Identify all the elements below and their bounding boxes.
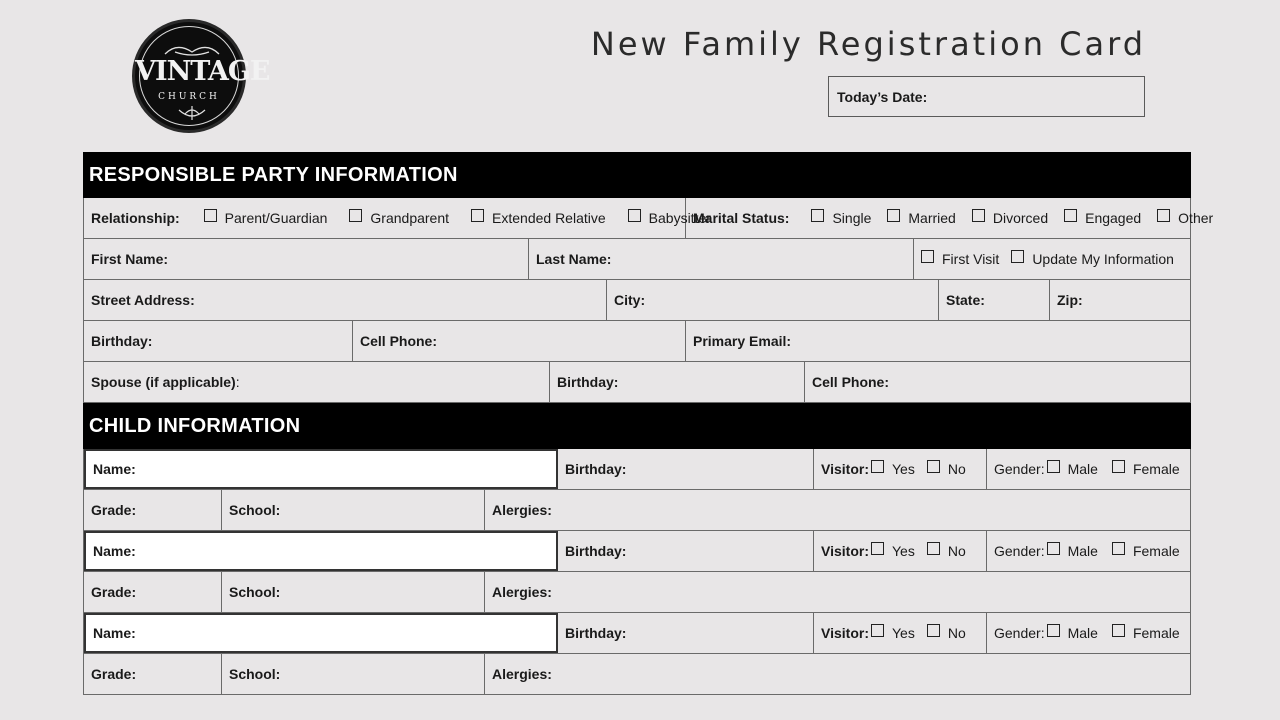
visitor-yes-option[interactable]: Yes [871, 461, 927, 477]
child-name-row [83, 613, 1191, 654]
checkbox[interactable] [927, 542, 940, 555]
relationship-option-grandparent[interactable]: Grandparent [349, 210, 463, 226]
child-school-row [83, 654, 1191, 695]
visitor-no-option[interactable]: No [927, 461, 966, 477]
contact-row [83, 321, 1191, 362]
checkbox[interactable] [927, 460, 940, 473]
child-birthday-field[interactable]: Birthday: [558, 531, 814, 571]
visitor-no-option[interactable]: No [927, 543, 966, 559]
child-visitor-cell: Visitor: Yes No [814, 449, 987, 489]
logo-subtext: CHURCH [158, 92, 220, 102]
checkbox[interactable] [871, 460, 884, 473]
first-name-field[interactable]: First Name: [84, 239, 529, 279]
first-visit-option[interactable]: First Visit [921, 251, 1003, 267]
marital-option-divorced[interactable]: Divorced [972, 210, 1056, 226]
child-allergies-field[interactable]: Alergies: [492, 584, 552, 600]
todays-date-field[interactable] [828, 76, 1145, 117]
state-field[interactable]: State: [939, 280, 1050, 320]
checkbox[interactable] [471, 209, 484, 222]
gender-female-option[interactable]: Female [1112, 543, 1180, 559]
child-birthday-field[interactable]: Birthday: [558, 449, 814, 489]
checkbox[interactable] [204, 209, 217, 222]
child-gender-cell: Gender: Male Female [994, 543, 1180, 559]
checkbox[interactable] [1157, 209, 1170, 222]
checkbox[interactable] [349, 209, 362, 222]
todays-date-label: Today’s Date: [837, 89, 928, 105]
checkbox[interactable] [921, 250, 934, 263]
relationship-option-parent[interactable]: Parent/Guardian [204, 210, 342, 226]
address-row [83, 280, 1191, 321]
child-birthday-field[interactable]: Birthday: [558, 613, 814, 653]
child-gender-cell: Gender: Male Female [994, 625, 1180, 641]
checkbox[interactable] [887, 209, 900, 222]
checkbox[interactable] [1047, 460, 1060, 473]
child-grade-field[interactable]: Grade: [84, 490, 222, 530]
marital-cell [686, 198, 1213, 238]
child-name-field[interactable]: Name: [84, 613, 558, 653]
cell-phone-field[interactable]: Cell Phone: [353, 321, 686, 361]
child-allergies-field[interactable]: Alergies: [492, 502, 552, 518]
visitor-yes-option[interactable]: Yes [871, 625, 927, 641]
gender-male-option[interactable]: Male [1047, 625, 1112, 641]
child-grade-field[interactable]: Grade: [84, 572, 222, 612]
zip-field[interactable]: Zip: [1057, 292, 1083, 308]
relationship-option-babysitter[interactable]: Babysitter [628, 210, 725, 226]
primary-email-field[interactable]: Primary Email: [693, 333, 792, 349]
registration-form [83, 152, 1214, 695]
street-address-field[interactable]: Street Address: [84, 280, 607, 320]
checkbox[interactable] [1011, 250, 1024, 263]
marital-label: Marital Status: [693, 210, 790, 226]
name-row [83, 239, 1191, 280]
marital-option-engaged[interactable]: Engaged [1064, 210, 1149, 226]
child-school-field[interactable]: School: [222, 572, 485, 612]
spouse-birthday-field[interactable]: Birthday: [550, 362, 805, 402]
checkbox[interactable] [628, 209, 641, 222]
checkbox[interactable] [871, 542, 884, 555]
birthday-field[interactable]: Birthday: [84, 321, 353, 361]
gender-female-option[interactable]: Female [1112, 461, 1180, 477]
spouse-cell-phone-field[interactable]: Cell Phone: [812, 374, 890, 390]
child-allergies-field[interactable]: Alergies: [492, 666, 552, 682]
marital-option-married[interactable]: Married [887, 210, 963, 226]
checkbox[interactable] [927, 624, 940, 637]
checkbox[interactable] [1064, 209, 1077, 222]
child-name-row [83, 531, 1191, 572]
page-title: New Family Registration Card [590, 25, 1146, 63]
checkbox[interactable] [1047, 624, 1060, 637]
gender-male-option[interactable]: Male [1047, 461, 1112, 477]
child-gender-cell: Gender: Male Female [994, 461, 1180, 477]
checkbox[interactable] [1047, 542, 1060, 555]
visit-options-cell [914, 239, 1190, 279]
visitor-no-option[interactable]: No [927, 625, 966, 641]
child-name-field[interactable]: Name: [84, 449, 558, 489]
checkbox[interactable] [972, 209, 985, 222]
last-name-field[interactable]: Last Name: [529, 239, 914, 279]
update-info-option[interactable]: Update My Information [1011, 251, 1174, 267]
logo-wordmark: VINTAGE [135, 56, 270, 87]
child-name-row [83, 449, 1191, 490]
marital-option-single[interactable]: Single [811, 210, 879, 226]
child-school-field[interactable]: School: [222, 654, 485, 694]
child-grade-field[interactable]: Grade: [84, 654, 222, 694]
gender-female-option[interactable]: Female [1112, 625, 1180, 641]
spouse-row [83, 362, 1191, 403]
checkbox[interactable] [1112, 624, 1125, 637]
child-school-field[interactable]: School: [222, 490, 485, 530]
marital-option-other[interactable]: Other [1157, 210, 1213, 226]
child-visitor-cell: Visitor: Yes No [814, 613, 987, 653]
child-information-header: CHILD INFORMATION [83, 403, 1191, 449]
relationship-option-relative[interactable]: Extended Relative [471, 210, 620, 226]
spouse-field[interactable]: Spouse (if applicable) : [84, 362, 550, 402]
responsible-party-header: RESPONSIBLE PARTY INFORMATION [83, 152, 1191, 198]
visitor-yes-option[interactable]: Yes [871, 543, 927, 559]
checkbox[interactable] [1112, 460, 1125, 473]
child-school-row [83, 572, 1191, 613]
gender-male-option[interactable]: Male [1047, 543, 1112, 559]
relationship-label: Relationship: [91, 210, 180, 226]
city-field[interactable]: City: [607, 280, 939, 320]
relationship-cell [84, 198, 711, 238]
child-name-field[interactable]: Name: [84, 531, 558, 571]
checkbox[interactable] [811, 209, 824, 222]
child-visitor-cell: Visitor: Yes No [814, 531, 987, 571]
checkbox[interactable] [1112, 542, 1125, 555]
child-entries [83, 449, 1191, 695]
child-school-row [83, 490, 1191, 531]
church-logo [132, 19, 270, 133]
relationship-row [83, 198, 1214, 239]
checkbox[interactable] [871, 624, 884, 637]
